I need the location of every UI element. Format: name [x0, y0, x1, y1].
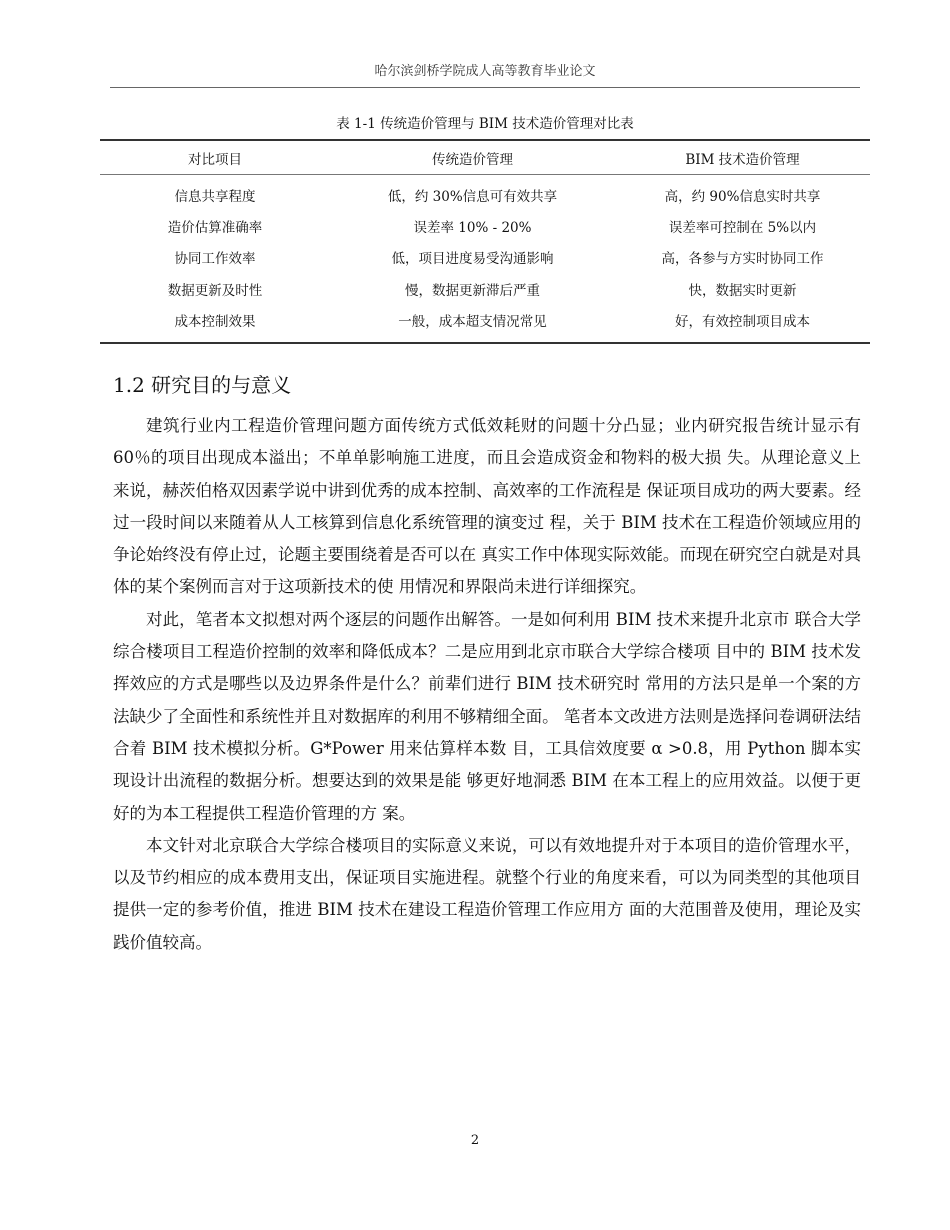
table-cell: 慢，数据更新滞后严重	[405, 282, 540, 299]
table-row	[100, 210, 870, 241]
table-cell: 高，各参与方实时协同工作	[661, 251, 824, 268]
table-row	[100, 242, 870, 273]
table-cell: 信息共享程度	[174, 188, 256, 205]
table-row	[100, 305, 870, 343]
section-body	[113, 410, 861, 959]
comparison-table	[100, 139, 870, 344]
table-cell: 一般，成本超支情况常见	[330, 305, 615, 343]
table-caption: 表 1-1 传统造价管理与 BIM 技术造价管理对比表	[336, 116, 634, 132]
table-cell: 好，有效控制项目成本	[615, 305, 870, 343]
table-cell: 误差率可控制在 5%以内	[668, 220, 817, 237]
table-header-row	[100, 140, 870, 175]
column-header: 传统造价管理	[330, 140, 615, 175]
table-cell: 协同工作效率	[174, 251, 256, 268]
page-number: 2	[470, 1133, 480, 1148]
table-cell: 误差率 10% - 20%	[413, 220, 532, 237]
table-cell: 低，项目进度易受沟通影响	[391, 251, 554, 268]
header-divider	[110, 87, 860, 88]
column-header: 对比项目	[100, 140, 330, 175]
paragraph: 对此，笔者本文拟想对两个逐层的问题作出解答。一是如何利用 BIM 技术来提升北京市 联合大学综合楼项目工程造价控制的效率和降低成本？二是应用到北京市联合大学综合楼项 目中的 BIM 技术发挥效应的方式是哪些以及边界条件是什么？前辈们进行 BIM 技术研究时 常用的方法只是单一个案的方法缺少了全面性和系统性并且对数据库的利用不够精细全面。 笔者本文改进方法则是选择问卷调研法结合着 BIM 技术模拟分析。G*Power 用来估算样本数 目，工具信效度要 α >0.8，用 Python 脚本实现设计出流程的数据分析。想要达到的效果是能 够更好地洞悉 BIM 在本工程上的应用效益。以便于更好的为本工程提供工程造价管理的方 案。	[113, 609, 861, 823]
table-cell: 造价估算准确率	[167, 220, 263, 237]
table-cell: 快，数据实时更新	[688, 282, 797, 299]
table-row	[100, 273, 870, 304]
page-header: 哈尔滨剑桥学院成人高等教育毕业论文	[374, 64, 596, 79]
table-cell: 数据更新及时性	[167, 282, 263, 299]
table-cell: 低，约 30%信息可有效共享	[387, 188, 558, 205]
paragraph: 建筑行业内工程造价管理问题方面传统方式低效耗财的问题十分凸显；业内研究报告统计显示有 60％的项目出现成本溢出；不单单影响施工进度，而且会造成资金和物料的极大损 失。从理论意义上来说，赫茨伯格双因素学说中讲到优秀的成本控制、高效率的工作流程是 保证项目成功的两大要素。经过一段时间以来随着从人工核算到信息化系统管理的演变过 程，关于 BIM 技术在工程造价领域应用的争论始终没有停止过，论题主要围绕着是否可以在 真实工作中体现实际效能。而现在研究空白就是对具体的某个案例而言对于这项新技术的使 用情况和界限尚未进行详细探究。	[113, 416, 861, 597]
section-heading: 1.2 研究目的与意义	[113, 373, 292, 397]
column-header: BIM 技术造价管理	[615, 140, 870, 175]
table-row	[100, 175, 870, 211]
table-cell: 成本控制效果	[100, 305, 330, 343]
paragraph: 本文针对北京联合大学综合楼项目的实际意义来说，可以有效地提升对于本项目的造价管理水平，以及节约相应的成本费用支出，保证项目实施进程。就整个行业的角度来看，可以为同类型的其他项目提供一定的参考价值，推进 BIM 技术在建设工程造价管理工作应用方 面的大范围普及使用，理论及实践价值较高。	[113, 835, 861, 952]
table-cell: 高，约 90%信息实时共享	[664, 188, 821, 205]
